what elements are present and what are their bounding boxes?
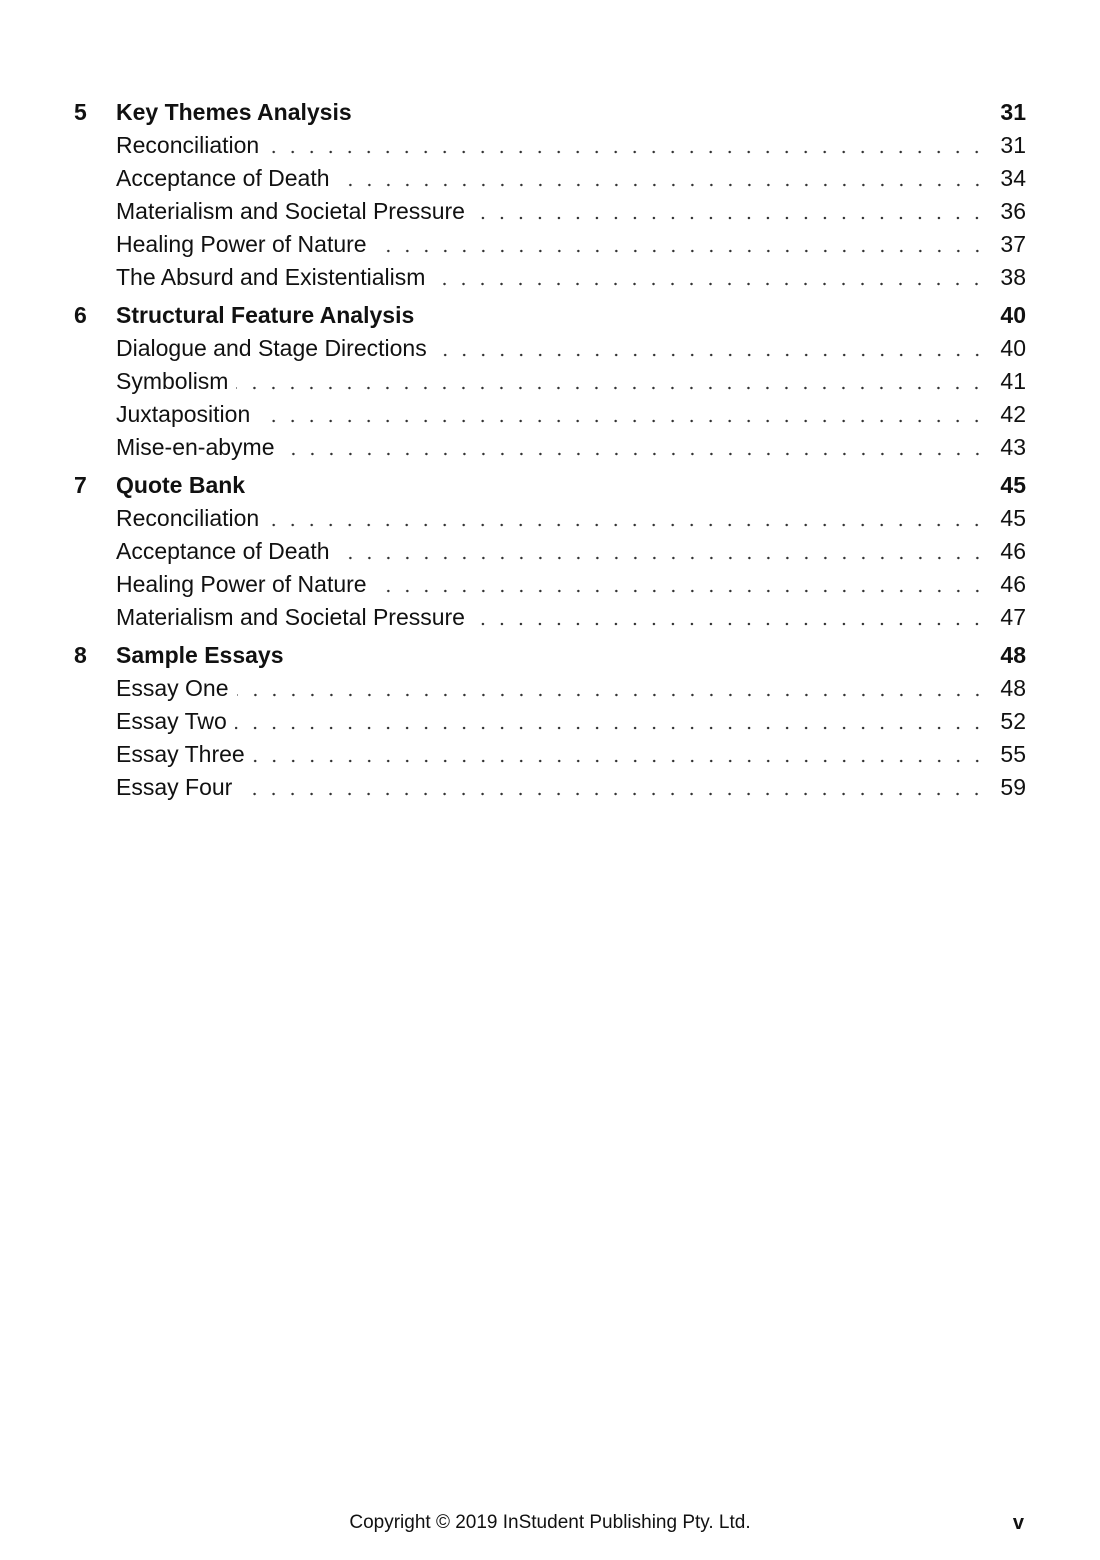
entry-page-number: 55 [1000, 741, 1026, 767]
toc-entry[interactable] [74, 332, 1026, 365]
entry-page-number: 45 [1000, 505, 1026, 531]
dot-leader [473, 216, 986, 220]
dot-leader [433, 282, 986, 286]
entry-title: Dialogue and Stage Directions [116, 335, 427, 361]
toc-entry[interactable] [74, 129, 1026, 162]
entry-page-number: 46 [1000, 538, 1026, 564]
toc-entry[interactable] [74, 601, 1026, 634]
entry-title: Essay Two [116, 708, 227, 734]
toc-entry[interactable] [74, 398, 1026, 431]
entry-page-number: 36 [1000, 198, 1026, 224]
toc-entry[interactable] [74, 431, 1026, 464]
chapter-heading[interactable] [74, 639, 1026, 672]
dot-leader [435, 353, 987, 357]
dot-leader [375, 589, 987, 593]
dot-leader [267, 523, 986, 527]
entry-page-number: 41 [1000, 368, 1026, 394]
toc-entry[interactable] [74, 502, 1026, 535]
toc-entry[interactable] [74, 365, 1026, 398]
dot-leader [375, 249, 987, 253]
entry-page-number: 31 [1000, 132, 1026, 158]
dot-leader [267, 150, 986, 154]
dot-leader [338, 183, 987, 187]
chapter-title: Key Themes Analysis [116, 99, 352, 125]
entry-title: The Absurd and Existentialism [116, 264, 426, 290]
dot-leader [258, 419, 986, 423]
entry-title: Reconciliation [116, 505, 260, 531]
dot-leader [236, 386, 986, 390]
entry-title: Reconciliation [116, 132, 260, 158]
page-footer [0, 1512, 1100, 1540]
entry-page-number: 34 [1000, 165, 1026, 191]
entry-title: Acceptance of Death [116, 538, 330, 564]
toc-entry[interactable] [74, 672, 1026, 705]
entry-page-number: 37 [1000, 231, 1026, 257]
dot-leader [253, 759, 987, 763]
entry-page-number: 40 [1000, 335, 1026, 361]
entry-title: Healing Power of Nature [116, 231, 367, 257]
entry-title: Acceptance of Death [116, 165, 330, 191]
entry-page-number: 59 [1000, 774, 1026, 800]
entry-title: Juxtaposition [116, 401, 251, 427]
toc-entry[interactable] [74, 705, 1026, 738]
toc-entry[interactable] [74, 568, 1026, 601]
chapter-heading[interactable] [74, 299, 1026, 332]
entry-title: Materialism and Societal Pressure [116, 198, 465, 224]
chapter-title: Quote Bank [116, 472, 246, 498]
entry-title: Materialism and Societal Pressure [116, 604, 465, 630]
toc-entry[interactable] [74, 738, 1026, 771]
toc-entry[interactable] [74, 195, 1026, 228]
chapter-heading[interactable] [74, 96, 1026, 129]
chapter-section [74, 96, 1026, 294]
table-of-contents [74, 96, 1026, 809]
entry-page-number: 48 [1000, 675, 1026, 701]
chapter-page-number: 40 [1000, 302, 1026, 328]
chapter-title: Structural Feature Analysis [116, 302, 415, 328]
toc-entry[interactable] [74, 771, 1026, 804]
chapter-page-number: 45 [1000, 472, 1026, 498]
entry-page-number: 52 [1000, 708, 1026, 734]
entry-title: Healing Power of Nature [116, 571, 367, 597]
entry-page-number: 46 [1000, 571, 1026, 597]
chapter-number: 5 [74, 99, 87, 125]
chapter-section [74, 469, 1026, 634]
entry-page-number: 43 [1000, 434, 1026, 460]
dot-leader [473, 622, 986, 626]
dot-leader [235, 726, 987, 730]
entry-title: Essay One [116, 675, 229, 701]
chapter-number: 8 [74, 642, 87, 668]
toc-entry[interactable] [74, 162, 1026, 195]
chapter-heading[interactable] [74, 469, 1026, 502]
chapter-page-number: 31 [1000, 99, 1026, 125]
dot-leader [338, 556, 987, 560]
page-number: v [1012, 1512, 1024, 1534]
chapter-page-number: 48 [1000, 642, 1026, 668]
chapter-section [74, 299, 1026, 464]
chapter-title: Sample Essays [116, 642, 284, 668]
dot-leader [240, 792, 986, 796]
entry-title: Mise-en-abyme [116, 434, 275, 460]
toc-entry[interactable] [74, 261, 1026, 294]
chapter-section [74, 639, 1026, 804]
toc-entry[interactable] [74, 535, 1026, 568]
entry-title: Symbolism [116, 368, 229, 394]
chapter-number: 7 [74, 472, 87, 498]
dot-leader [237, 693, 987, 697]
entry-page-number: 38 [1000, 264, 1026, 290]
entry-title: Essay Four [116, 774, 233, 800]
toc-entry[interactable] [74, 228, 1026, 261]
entry-page-number: 42 [1000, 401, 1026, 427]
chapter-number: 6 [74, 302, 87, 328]
dot-leader [283, 452, 987, 456]
entry-page-number: 47 [1000, 604, 1026, 630]
copyright-notice: Copyright © 2019 InStudent Publishing Pty. Ltd. [349, 1512, 751, 1533]
entry-title: Essay Three [116, 741, 245, 767]
